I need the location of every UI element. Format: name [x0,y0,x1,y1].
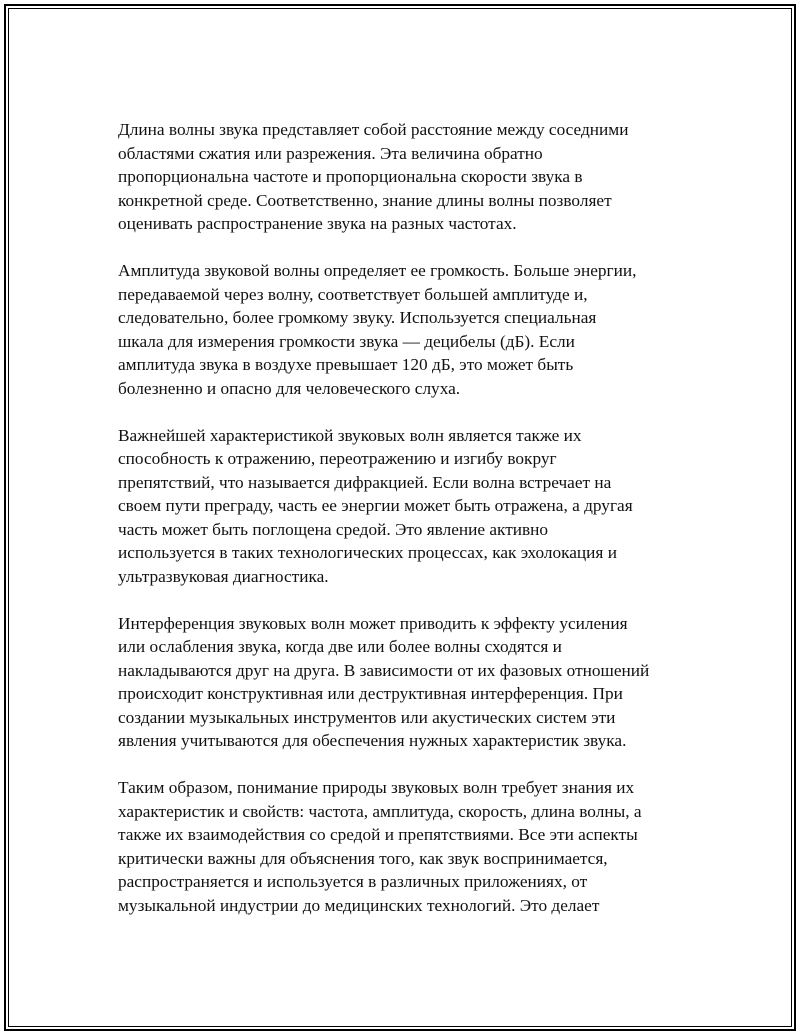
paragraph-wavelength [118,118,698,236]
text-line: распространяется и используется в различных приложениях, от [118,872,588,891]
paragraph-conclusion [118,776,698,917]
text-line: конкретной среде. Соответственно, знание длины волны позволяет [118,190,612,210]
text-line: амплитуда звука в воздухе превышает 120 дБ, это может быть [118,355,574,374]
text-line: шкала для измерения громкости звука — децибелы (дБ). Если [118,331,575,351]
text-line: ультразвуковая диагностика. [118,566,329,586]
text-line: Длина волны звука представляет собой расстояние между соседними [118,120,629,139]
text-line: областями сжатия или разрежения. Эта величина обратно [118,143,543,163]
text-line: используется в таких технологических процессах, как эхолокация и [118,543,617,562]
text-line: накладываются друг на друга. В зависимости от их фазовых отношений [118,660,650,680]
text-line: Важнейшей характеристикой звуковых волн является также их [118,425,582,445]
text-line: также их взаимодействия со средой и препятствиями. Все эти аспекты [118,825,638,844]
text-line: создании музыкальных инструментов или акустических систем эти [118,707,616,727]
text-line: препятствий, что называется дифракцией. Если волна встречает на [118,472,612,492]
paragraph-amplitude [118,259,698,400]
text-line: пропорциональна частоте и пропорциональна скорости звука в [118,167,583,186]
text-line: своем пути преграду, часть ее энергии может быть отражена, а другая [118,496,633,515]
text-line: Таким образом, понимание природы звуковых волн требует знания их [118,778,635,797]
text-line: характеристик и свойств: частота, амплитуда, скорость, длина волны, а [118,801,642,821]
text-line: способность к отражению, переотражению и изгибу вокруг [118,449,557,468]
text-line: явления учитываются для обеспечения нужных характеристик звука. [118,731,627,750]
text-line: критически важны для объяснения того, как звук воспринимается, [118,848,608,868]
text-line: Амплитуда звуковой волны определяет ее громкость. Больше энергии, [118,261,637,280]
text-line: музыкальной индустрии до медицинских технологий. Это делает [118,895,600,915]
paragraph-diffraction [118,424,698,589]
text-line: происходит конструктивная или деструктивная интерференция. При [118,684,623,703]
text-line: следовательно, более громкому звуку. Используется специальная [118,308,597,327]
text-line: оценивать распространение звука на разных частотах. [118,214,517,233]
document-body [118,118,698,941]
text-line: или ослабления звука, когда две или более волны сходятся и [118,637,562,656]
paragraph-interference [118,612,698,753]
text-line: часть может быть поглощена средой. Это явление активно [118,519,549,539]
text-line: передаваемой через волну, соответствует большей амплитуде и, [118,284,588,304]
text-line: Интерференция звуковых волн может приводить к эффекту усиления [118,613,628,633]
text-line: болезненно и опасно для человеческого слуха. [118,378,461,398]
